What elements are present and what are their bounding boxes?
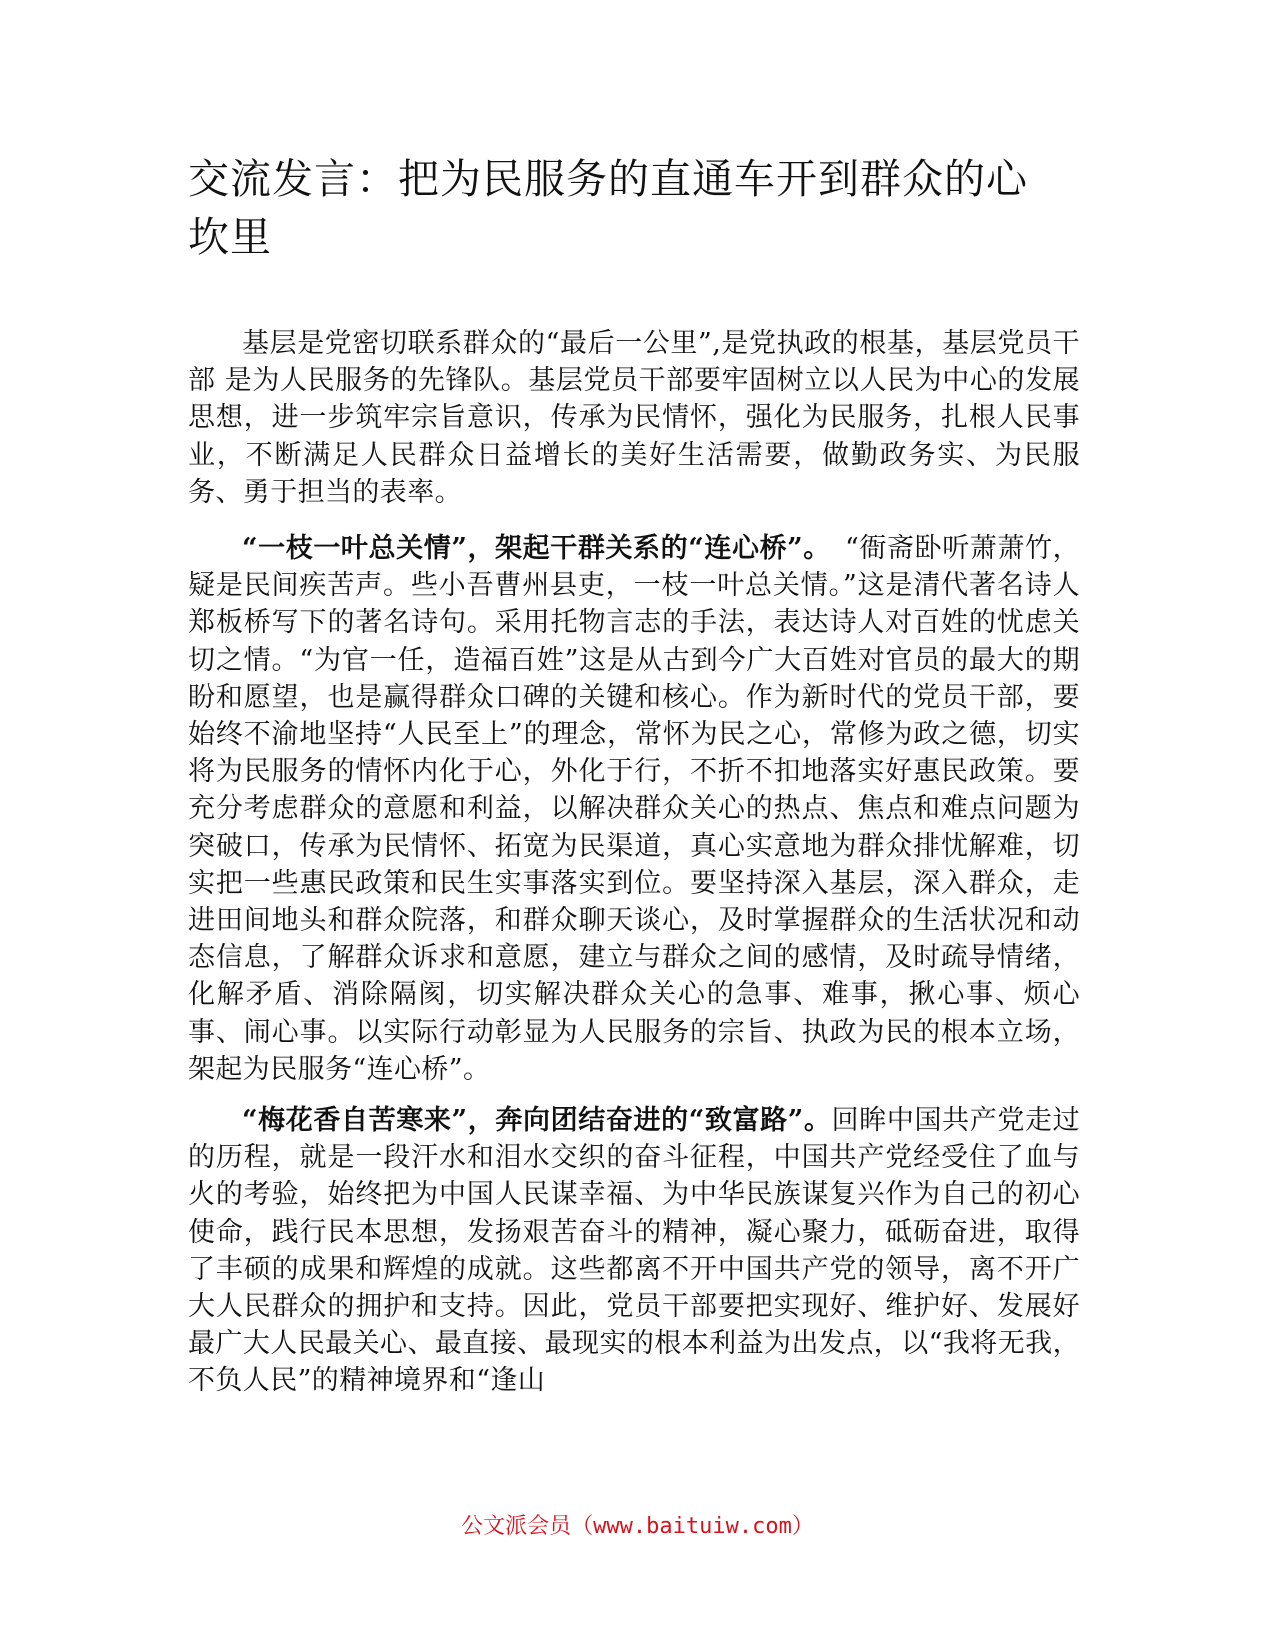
footer-prefix: 公文派会员（ [461, 1514, 594, 1539]
paragraph-lianxinqiao [188, 530, 1080, 1088]
footer-suffix: ） [791, 1514, 814, 1539]
paragraph-heading: “梅花香自苦寒来”，奔向团结奋进的“致富路”。 [242, 1105, 832, 1137]
footer-watermark [0, 1512, 1275, 1542]
paragraph-zhifulu [188, 1102, 1080, 1400]
paragraph-text: “衙斋卧听萧萧竹，疑是民间疾苦声。些小吾曹州县吏，一枝一叶总关情。”这是清代著名诗人郑板桥写下的著名诗句。采用托物言志的手法，表达诗人对百姓的忧虑关切之情。“为官一任，造福百姓”这是从古到今广大百姓对官员的最大的期盼和愿望，也是赢得群众口碑的关键和核心。作为新时代的党员干部，要始终不渝地坚持“人民至上”的理念，常怀为民之心，常修为政之德，切实将为民服务的情怀内化于心，外化于行，不折不扣地落实好惠民政策。要充分考虑群众的意愿和利益，以解决群众关心的热点、焦点和难点问题为突破口，传承为民情怀、拓宽为民渠道，真心实意地为群众排忧解难，切实把一些惠民政策和民生实事落实到位。要坚持深入基层，深入群众，走进田间地头和群众院落，和群众聊天谈心，及时掌握群众的生活状况和动态信息，了解群众诉求和意愿，建立与群众之间的感情，及时疏导情绪，化解矛盾、消除隔阂，切实解决群众关心的急事、难事，揪心事、烦心事、闹心事。以实际行动彰显为人民服务的宗旨、执政为民的根本立场，架起为民服务“连心桥”。 [188, 533, 1080, 1085]
paragraph-text: 基层是党密切联系群众的“最后一公里”,是党执政的根基，基层党员干部 是为人民服务的先锋队。基层党员干部要牢固树立以人民为中心的发展思想，进一步筑牢宗旨意识，传承为民情怀，强化为民服务，扎根人民事业，不断满足人民群众日益增长的美好生活需要，做勤政务实、为民服务、勇于担当的表率。 [188, 328, 1080, 508]
document-title: 交流发言：把为民服务的直通车开到群众的心坎里 [188, 155, 1028, 261]
document-body [188, 325, 1080, 1414]
paragraph-text: 回眸中国共产党走过的历程，就是一段汗水和泪水交织的奋斗征程，中国共产党经受住了血与火的考验，始终把为中国人民谋幸福、为中华民族谋复兴作为自己的初心使命，践行民本思想，发扬艰苦奋斗的精神，凝心聚力，砥砺奋进，取得了丰硕的成果和辉煌的成就。这些都离不开中国共产党的领导，离不开广大人民群众的拥护和支持。因此，党员干部要把实现好、维护好、发展好最广大人民最关心、最直接、最现实的根本利益为出发点，以“我将无我，不负人民”的精神境界和“逢山 [188, 1105, 1080, 1397]
paragraph-heading: “一枝一叶总关情”，架起干群关系的“连心桥”。 [242, 533, 818, 565]
footer-url: www.baituiw.com [593, 1514, 792, 1539]
paragraph-intro [188, 325, 1080, 511]
